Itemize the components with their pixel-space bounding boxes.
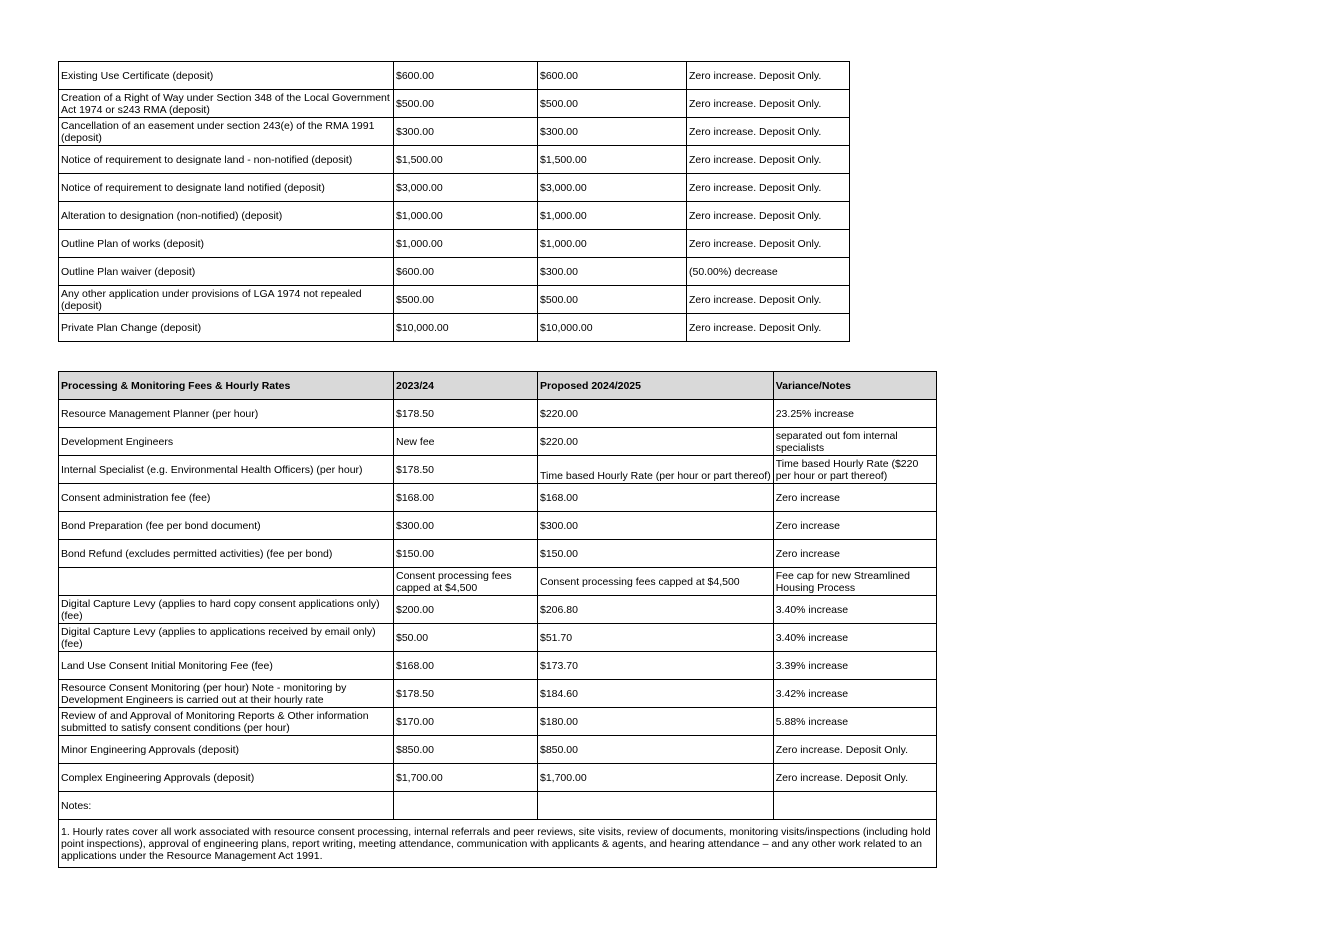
cell-note: Fee cap for new Streamlined Housing Process	[773, 568, 936, 596]
cell-current: $1,000.00	[394, 230, 538, 258]
cell-note: 5.88% increase	[773, 708, 936, 736]
cell-proposed: $600.00	[538, 62, 687, 90]
cell-proposed: Consent processing fees capped at $4,500	[538, 568, 774, 596]
cell-current: $1,000.00	[394, 202, 538, 230]
cell-item: Notes:	[59, 792, 394, 820]
cell-item: Digital Capture Levy (applies to hard copy consent applications only) (fee)	[59, 596, 394, 624]
cell-current: $3,000.00	[394, 174, 538, 202]
table-row	[59, 146, 850, 174]
cell-current: $168.00	[394, 484, 538, 512]
cell-current: $170.00	[394, 708, 538, 736]
cell-current	[394, 792, 538, 820]
cell-item: Complex Engineering Approvals (deposit)	[59, 764, 394, 792]
cell-current: $300.00	[394, 512, 538, 540]
cell-note: Zero increase. Deposit Only.	[687, 314, 850, 342]
table-row	[59, 512, 937, 540]
table-row	[59, 286, 850, 314]
cell-item: Development Engineers	[59, 428, 394, 456]
table-row	[59, 652, 937, 680]
cell-proposed: $1,500.00	[538, 146, 687, 174]
table-row	[59, 258, 850, 286]
table-row	[59, 90, 850, 118]
table-row	[59, 174, 850, 202]
cell-proposed: $10,000.00	[538, 314, 687, 342]
cell-current: $168.00	[394, 652, 538, 680]
cell-proposed: $500.00	[538, 90, 687, 118]
header-note: Variance/Notes	[773, 372, 936, 400]
cell-item: Notice of requirement to designate land notified (deposit)	[59, 174, 394, 202]
cell-proposed: $1,700.00	[538, 764, 774, 792]
cell-item: Creation of a Right of Way under Section 348 of the Local Government Act 1974 or s243 RMA (deposit)	[59, 90, 394, 118]
table-row	[59, 202, 850, 230]
table-row	[59, 230, 850, 258]
cell-note: 3.40% increase	[773, 596, 936, 624]
cell-proposed: $51.70	[538, 624, 774, 652]
cell-note: Zero increase. Deposit Only.	[687, 62, 850, 90]
cell-proposed	[538, 792, 774, 820]
cell-item: Resource Consent Monitoring (per hour) Note - monitoring by Development Engineers is carried out at their hourly rate	[59, 680, 394, 708]
cell-item: Resource Management Planner (per hour)	[59, 400, 394, 428]
cell-note: 3.40% increase	[773, 624, 936, 652]
footnote-text: 1. Hourly rates cover all work associated with resource consent processing, internal referrals and peer reviews, site visits, review of documents, monitoring visits/inspections (including hold point inspections), approval of engineering plans, report writing, meeting attendance, communication with applicants & agents, and hearing attendance – and any other work related to an applications under the Resource Management Act 1991.	[59, 820, 937, 868]
cell-note: separated out fom internal specialists	[773, 428, 936, 456]
cell-item	[59, 568, 394, 596]
cell-current: $10,000.00	[394, 314, 538, 342]
cell-proposed: $150.00	[538, 540, 774, 568]
cell-note: 3.39% increase	[773, 652, 936, 680]
table-row	[59, 736, 937, 764]
table-row	[59, 484, 937, 512]
cell-current: $500.00	[394, 90, 538, 118]
cell-note: Zero increase. Deposit Only.	[773, 736, 936, 764]
table-row	[59, 624, 937, 652]
cell-note: 23.25% increase	[773, 400, 936, 428]
cell-proposed: $3,000.00	[538, 174, 687, 202]
cell-item: Any other application under provisions of LGA 1974 not repealed (deposit)	[59, 286, 394, 314]
cell-current: Consent processing fees capped at $4,500	[394, 568, 538, 596]
cell-item: Notice of requirement to designate land - non-notified (deposit)	[59, 146, 394, 174]
table-row	[59, 540, 937, 568]
cell-note: Zero increase	[773, 484, 936, 512]
cell-proposed: $300.00	[538, 118, 687, 146]
table-row	[59, 568, 937, 596]
cell-note: Zero increase	[773, 540, 936, 568]
cell-note: Zero increase. Deposit Only.	[687, 230, 850, 258]
table-row	[59, 62, 850, 90]
cell-proposed: $300.00	[538, 258, 687, 286]
table-header-row	[59, 372, 937, 400]
cell-item: Outline Plan waiver (deposit)	[59, 258, 394, 286]
cell-proposed: $206.80	[538, 596, 774, 624]
table-row	[59, 792, 937, 820]
cell-note: (50.00%) decrease	[687, 258, 850, 286]
cell-proposed: $220.00	[538, 428, 774, 456]
cell-current: $178.50	[394, 680, 538, 708]
cell-note: 3.42% increase	[773, 680, 936, 708]
cell-current: $178.50	[394, 456, 538, 484]
footnote-row	[59, 820, 937, 868]
cell-proposed: Time based Hourly Rate (per hour or part thereof)	[538, 456, 774, 484]
cell-item: Bond Preparation (fee per bond document)	[59, 512, 394, 540]
table-row	[59, 314, 850, 342]
cell-current: $1,700.00	[394, 764, 538, 792]
table-row	[59, 428, 937, 456]
deposits-table	[58, 61, 850, 342]
cell-current: $600.00	[394, 62, 538, 90]
cell-current: $600.00	[394, 258, 538, 286]
cell-item: Bond Refund (excludes permitted activities) (fee per bond)	[59, 540, 394, 568]
cell-item: Digital Capture Levy (applies to applications received by email only) (fee)	[59, 624, 394, 652]
cell-item: Outline Plan of works (deposit)	[59, 230, 394, 258]
cell-proposed: $850.00	[538, 736, 774, 764]
cell-note: Zero increase. Deposit Only.	[773, 764, 936, 792]
table-row	[59, 400, 937, 428]
cell-item: Land Use Consent Initial Monitoring Fee (fee)	[59, 652, 394, 680]
cell-item: Minor Engineering Approvals (deposit)	[59, 736, 394, 764]
cell-current: $50.00	[394, 624, 538, 652]
cell-note	[773, 792, 936, 820]
fees-table	[58, 371, 937, 868]
cell-item: Cancellation of an easement under section 243(e) of the RMA 1991 (deposit)	[59, 118, 394, 146]
header-item: Processing & Monitoring Fees & Hourly Rates	[59, 372, 394, 400]
cell-current: $1,500.00	[394, 146, 538, 174]
cell-note: Zero increase	[773, 512, 936, 540]
cell-note: Zero increase. Deposit Only.	[687, 286, 850, 314]
cell-proposed: $173.70	[538, 652, 774, 680]
cell-current: $500.00	[394, 286, 538, 314]
header-proposed: Proposed 2024/2025	[538, 372, 774, 400]
cell-proposed: $168.00	[538, 484, 774, 512]
table-row	[59, 596, 937, 624]
cell-note: Time based Hourly Rate ($220 per hour or part thereof)	[773, 456, 936, 484]
cell-current: $850.00	[394, 736, 538, 764]
cell-note: Zero increase. Deposit Only.	[687, 174, 850, 202]
cell-item: Existing Use Certificate (deposit)	[59, 62, 394, 90]
cell-proposed: $1,000.00	[538, 230, 687, 258]
cell-note: Zero increase. Deposit Only.	[687, 118, 850, 146]
cell-proposed: $300.00	[538, 512, 774, 540]
cell-note: Zero increase. Deposit Only.	[687, 202, 850, 230]
cell-current: $150.00	[394, 540, 538, 568]
cell-proposed: $220.00	[538, 400, 774, 428]
cell-current: $178.50	[394, 400, 538, 428]
table-row	[59, 708, 937, 736]
cell-current: $300.00	[394, 118, 538, 146]
cell-item: Review of and Approval of Monitoring Reports & Other information submitted to satisfy consent conditions (per hour)	[59, 708, 394, 736]
table-row	[59, 764, 937, 792]
cell-proposed: $180.00	[538, 708, 774, 736]
cell-note: Zero increase. Deposit Only.	[687, 90, 850, 118]
cell-proposed: $184.60	[538, 680, 774, 708]
cell-proposed: $500.00	[538, 286, 687, 314]
cell-item: Consent administration fee (fee)	[59, 484, 394, 512]
cell-proposed: $1,000.00	[538, 202, 687, 230]
cell-current: $200.00	[394, 596, 538, 624]
header-current: 2023/24	[394, 372, 538, 400]
cell-item: Alteration to designation (non-notified) (deposit)	[59, 202, 394, 230]
cell-current: New fee	[394, 428, 538, 456]
cell-item: Internal Specialist (e.g. Environmental Health Officers) (per hour)	[59, 456, 394, 484]
cell-item: Private Plan Change (deposit)	[59, 314, 394, 342]
table-row	[59, 456, 937, 484]
cell-note: Zero increase. Deposit Only.	[687, 146, 850, 174]
table-row	[59, 118, 850, 146]
table-row	[59, 680, 937, 708]
